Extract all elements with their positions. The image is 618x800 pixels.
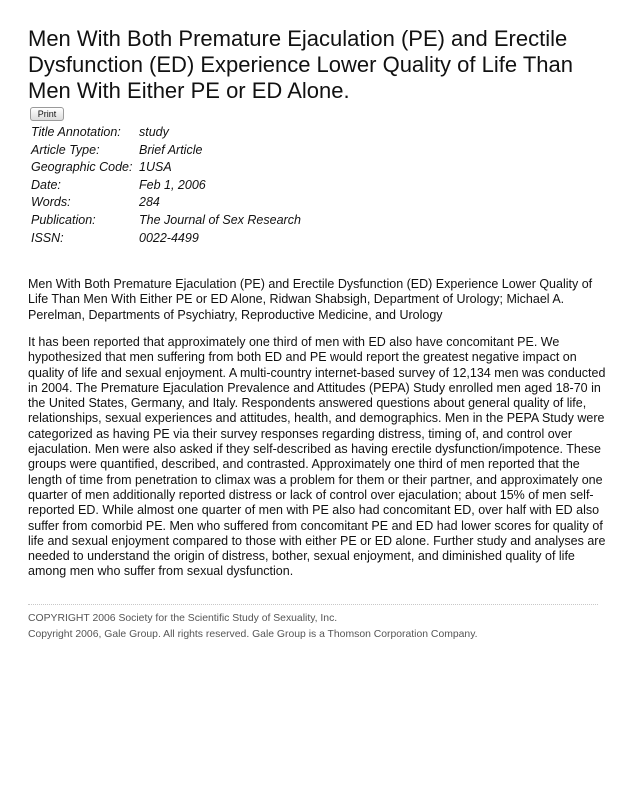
copyright-society: COPYRIGHT 2006 Society for the Scientific Study of Sexuality, Inc. (28, 613, 338, 624)
meta-row-geographic-code (31, 159, 301, 177)
meta-value: 1USA (139, 160, 172, 175)
meta-key: Date: (31, 177, 61, 192)
meta-row-issn (31, 230, 301, 248)
meta-value: study (139, 125, 169, 139)
meta-key: Geographic Code: (31, 160, 133, 175)
copyright-gale: Copyright 2006, Gale Group. All rights reserved. Gale Group is a Thomson Corporation Company. (28, 629, 478, 640)
meta-value: Feb 1, 2006 (139, 177, 206, 192)
meta-row-title-annotation (31, 124, 301, 142)
meta-key: Words: (31, 195, 71, 210)
meta-row-date (31, 177, 301, 195)
meta-value: 0022-4499 (139, 230, 199, 245)
meta-row-words (31, 194, 301, 212)
print-button[interactable]: Print (30, 107, 64, 121)
article-metadata (31, 124, 301, 247)
meta-key: Title Annotation: (31, 125, 121, 139)
meta-key: ISSN: (31, 230, 64, 245)
meta-key: Article Type: (31, 142, 100, 157)
meta-key: Publication: (31, 212, 96, 227)
meta-value: The Journal of Sex Research (139, 212, 301, 227)
article-byline: Men With Both Premature Ejaculation (PE) and Erectile Dysfunction (ED) Experience Lower Quality of Life Than Men With Either PE or ED Alone, Ridwan Shabsigh, Department of Urology; Michael A. Perelman, Departments of Psychiatry, Reproductive Medicine, and Urology (28, 277, 593, 322)
footer-divider (28, 604, 598, 605)
article-body: It has been reported that approximately one third of men with ED also have concomitant PE. We hypothesized that men suffering from both ED and PE would report the greatest negative impact on quality of life and sexual enjoyment. A multi-country internet-based survey of 12,134 men was conducted in 2004. The Premature Ejaculation Prevalence and Attitudes (PEPA) Study enrolled men aged 18-70 in the United States, Germany, and Italy. Respondents answered questions about general quality of life, relationships, sexual experiences and attitudes, health, and demographics. Men in the PEPA Study were categorized as having PE via their survey responses regarding distress, timing of, and control over ejaculation. Men were also asked if they self-described as having erectile dysfunction/impotence. These groups were quantified, described, and contrasted. Approximately one third of men reported that the length of time from penetration to climax was a problem for them or their partner, and approximately one quarter of men additionally reported distress or lack of control over ejaculation; about 15% of men self-reported ED. While almost one quarter of men with PE also had concomitant ED, over half with ED also suffer from comorbid PE. Men who suffered from concomitant PE and ED had lower scores for quality of life and sexual enjoyment compared to those with either PE or ED alone. Further study and analyses are needed to understand the origin of distress, bother, sexual enjoyment, and diminished quality of life among men who suffer from sexual dysfunction. (28, 335, 606, 579)
meta-row-article-type (31, 142, 301, 160)
meta-value: Brief Article (139, 142, 203, 157)
meta-value: 284 (139, 195, 160, 210)
meta-row-publication (31, 212, 301, 230)
article-title: Men With Both Premature Ejaculation (PE) and Erectile Dysfunction (ED) Experience Lower Quality of Life Than Men With Either PE or ED Alone. (28, 26, 573, 103)
